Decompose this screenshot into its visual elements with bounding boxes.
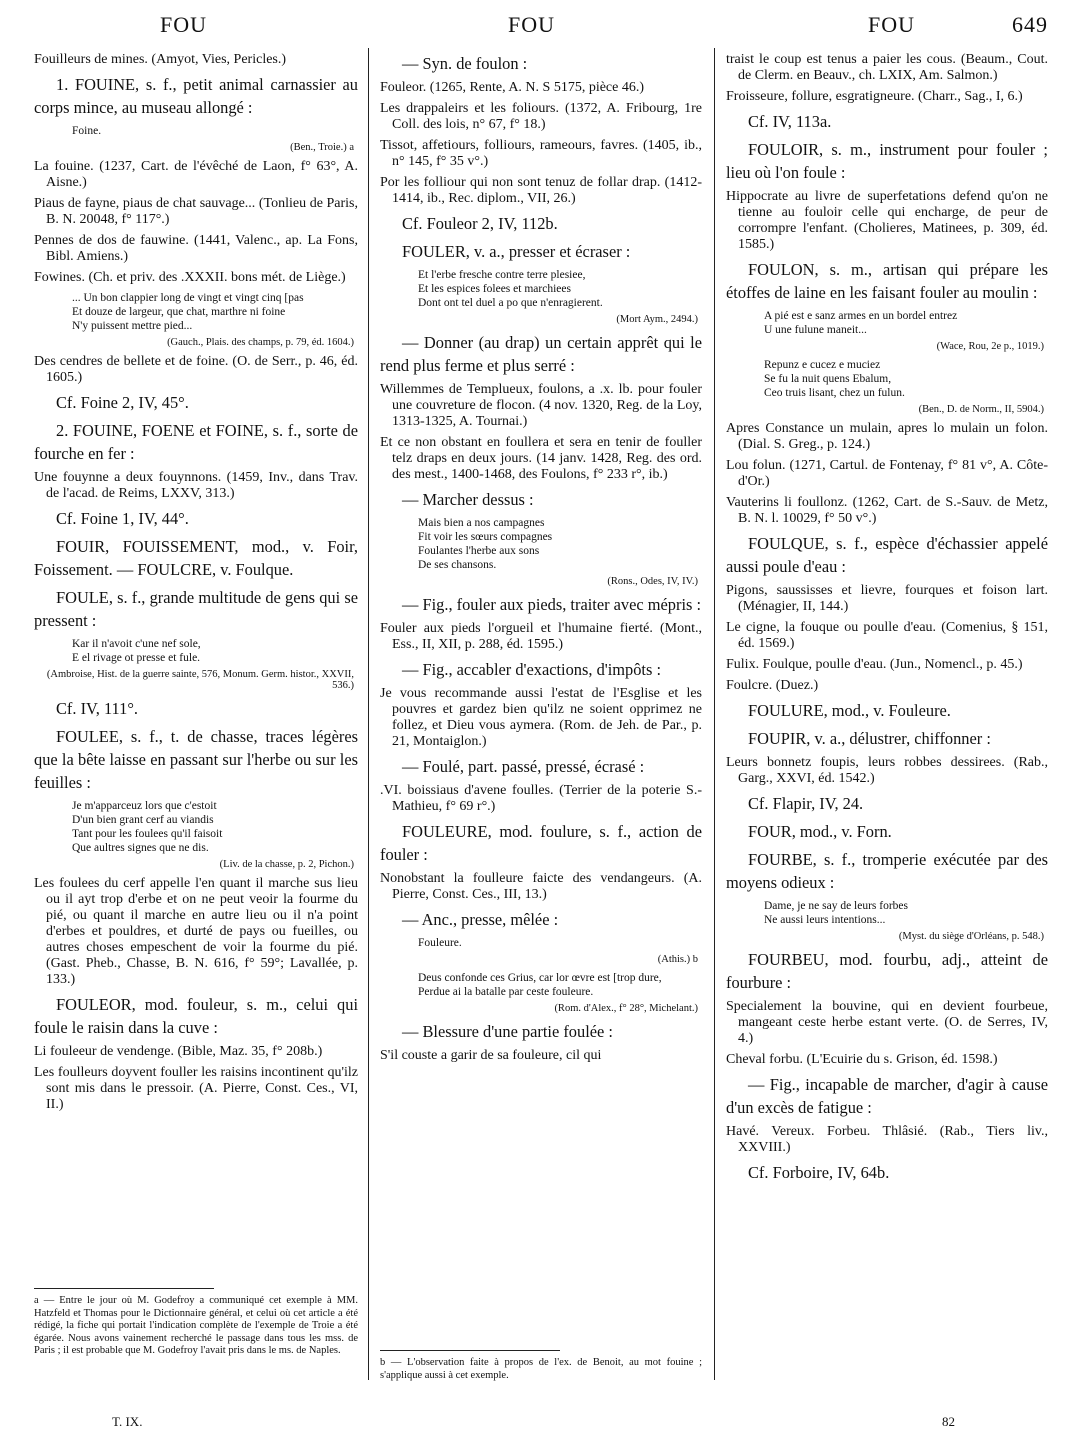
- example-text: Des cendres de bellete et de foine. (O. de Serr., p. 46, éd. 1605.): [34, 354, 358, 385]
- entry-text: Cf. Forboire, IV, 64b.: [748, 1163, 890, 1182]
- example-text: Je vous recommande aussi l'estat de l'Esglise et les pouvres et gardez bien qu'ilz ne soient opprimez ne follez, et Dieu vous aymera. (Rom. de Jeh. de Par., p. 21, Montaiglon.): [380, 686, 702, 749]
- example-text: Pigons, saussisses et lievre, fourques et foison lart. (Ménagier, II, 144.): [726, 583, 1048, 614]
- example-text: Specialement la bouvine, qui en devient fourbeue, mangeant ceste herbe estant verte. (O. de Serres, IV, 4.): [726, 999, 1048, 1046]
- example-text: Willemmes de Templueux, foulons, a .x. lb. pour fouler une couvreture de flocon. (4 nov. 1320, Reg. de la Loy, 1313-1325, A. Tournai.): [380, 382, 702, 429]
- citation: (Athis.) b: [657, 954, 698, 965]
- footnote-rule: [34, 1288, 214, 1289]
- citation: (Ben., Troie.) a: [290, 142, 354, 153]
- entry-text: — Donner (au drap) un certain apprêt qui le rend plus ferme et plus serré :: [380, 333, 702, 375]
- example-text: Vauterins li foullonz. (1262, Cart. de S.-Sauv. de Metz, B. N. l. 10029, f° 50 v°.): [726, 495, 1048, 526]
- example-text: Fowines. (Ch. et priv. des .XXXII. bons mét. de Liège.): [34, 270, 346, 285]
- example-text: Piaus de fayne, piaus de chat sauvage... (Tonlieu de Paris, B. N. 20048, f° 117°.): [34, 196, 358, 227]
- entry-text: Cf. Flapir, IV, 24.: [748, 794, 864, 813]
- footnote-text: b — L'observation faite à propos de l'ex. de Benoit, au mot fouine ; s'applique aussi à cet exemple.: [380, 1357, 702, 1381]
- verse-quote: Je m'apparceuz lors que c'estoit D'un bien grant cerf au viandis Tant pour les foulees qu'il faisoit Que aultres signes que ne dis.: [72, 800, 223, 854]
- entry-text: FOUIR, FOUISSEMENT, mod., v. Foir, Foissement. — FOULCRE, v. Foulque.: [34, 537, 358, 579]
- entry-text: FOURBE, s. f., tromperie exécutée par des moyens odieux :: [726, 850, 1048, 892]
- column-divider: [714, 48, 715, 1380]
- example-text: Nonobstant la foulleure faicte des vendangeurs. (A. Pierre, Const. Ces., III, 13.): [380, 871, 702, 902]
- verse-quote: Deus confonde ces Grius, car lor œvre est [trop dure, Perdue ai la batalle par ceste fouleure.: [418, 972, 662, 998]
- entry-text: Cf. Foine 1, IV, 44°.: [56, 509, 189, 528]
- verse-quote: A pié est e sanz armes en un bordel entrez U une fulune maneit...: [764, 310, 958, 336]
- example-text: La fouine. (1237, Cart. de l'évêché de Laon, f° 63°, A. Aisne.): [34, 159, 358, 190]
- example-text: Cheval forbu. (L'Ecuirie du s. Grison, éd. 1598.): [726, 1052, 998, 1067]
- column-divider: [368, 48, 369, 1380]
- example-text: Havé. Vereux. Forbeu. Thlâsié. (Rab., Tiers liv., XXVIII.): [726, 1124, 1048, 1155]
- footnote-text: a — Entre le jour où M. Godefroy a communiqué cet exemple à MM. Hatzfeld et Thomas pour le Dictionnaire général, et celui où cet article a été rédigé, la fiche qui portait l'indication complète de l'exemple de Troie a été égarée. Nous avons vainement recherché le passage dans tous les mss. de Paris ; il est probable que M. Godefroy l'avait pris dans le ms. de Naples.: [34, 1295, 358, 1356]
- column-1: [34, 52, 358, 1392]
- entry-text: — Blessure d'une partie foulée :: [402, 1022, 613, 1041]
- verse-quote: Repunz e cucez e muciez Se fu la nuit quens Ebalum, Ceo truis lisant, chez un fulun.: [764, 359, 905, 399]
- citation: (Ambroise, Hist. de la guerre sainte, 576, Monum. Germ. histor., XXVII, 536.): [46, 669, 354, 691]
- page-number: 649: [1012, 12, 1048, 37]
- example-text: Lou folun. (1271, Cartul. de Fontenay, f° 81 v°, A. Côte-d'Or.): [726, 458, 1048, 489]
- example-text: Fulix. Foulque, poulle d'eau. (Jun., Nomencl., p. 45.): [726, 657, 1023, 672]
- example-text: Fouleor. (1265, Rente, A. N. S 5175, pièce 46.): [380, 80, 645, 95]
- example-text: Une fouynne a deux fouynnons. (1459, Inv., dans Trav. de l'acad. de Reims, LXXV, 313.): [34, 470, 358, 501]
- example-text: Et ce non obstant en foullera et sera en tenir de fouller telz draps en deux jours. (14 janv. 1428, Reg. des ord. des mest., 1400-1468, des Foulons, f° 233 r°, ib.): [380, 435, 702, 482]
- entry-text: FOULOIR, s. m., instrument pour fouler ; lieu où l'on foule :: [726, 140, 1048, 182]
- example-text: Hippocrate au livre de superfetations defend qu'on ne tienne au fouloir celle qui encharge, de peur de corrompre l'enfant. (Cholieres, Matinees, p. 309, éd. 1585.): [726, 189, 1048, 252]
- entry-text: — Anc., presse, mêlée :: [402, 910, 559, 929]
- entry-text: FOUPIR, v. a., délustrer, chiffonner :: [748, 729, 991, 748]
- example-text: Les foulees du cerf appelle l'en quant il marche sus lieu ou il ayt trop d'erbe et on ne peut veoir la fourme du pié, ou quant il marche en autre lieu ou il n'a point d'erbes et pouldres, et durté de pays ou fueilles, ou autres choses empeschent de voir la fourme du pié. (Gast. Pheb., Chasse, B. N. 616, f° 59°; Lavallée, p. 133.): [34, 876, 358, 987]
- citation: (Gauch., Plais. des champs, p. 79, éd. 1604.): [167, 337, 354, 348]
- verse-quote: Foine.: [72, 125, 102, 137]
- example-text: Les foulleurs doyvent fouller les raisins incontinent qu'ilz sont mis dans le pressoir. (A. Pierre, Const. Ces., VI, II.): [34, 1065, 358, 1112]
- example-text: Fouilleurs de mines. (Amyot, Vies, Pericles.): [34, 52, 287, 67]
- citation: (Myst. du siège d'Orléans, p. 548.): [898, 931, 1044, 942]
- entry-text: FOULEURE, mod. foulure, s. f., action de fouler :: [380, 822, 702, 864]
- citation: (Ben., D. de Norm., II, 5904.): [918, 404, 1044, 415]
- footnote-a: [34, 1288, 358, 1358]
- entry-text: Cf. IV, 111°.: [56, 699, 138, 718]
- footer-volume: T. IX.: [112, 1414, 143, 1429]
- entry-text: — Foulé, part. passé, pressé, écrasé :: [402, 757, 645, 776]
- example-text: Froisseure, follure, esgratigneure. (Charr., Sag., I, 6.): [726, 89, 1023, 104]
- footnote-b: [380, 1350, 702, 1382]
- example-text: S'il couste a garir de sa fouleure, cil qui: [380, 1048, 602, 1063]
- verse-quote: Kar il n'avoit c'une nef sole, E el rivage ot presse et fule.: [72, 638, 201, 664]
- entry-text: — Fig., incapable de marcher, d'agir à cause d'un excès de fatigue :: [726, 1075, 1048, 1117]
- entry-text: — Fig., accabler d'exactions, d'impôts :: [402, 660, 661, 679]
- citation: (Liv. de la chasse, p. 2, Pichon.): [219, 859, 354, 870]
- example-text: Li fouleeur de vendenge. (Bible, Maz. 35, f° 208b.): [34, 1044, 323, 1059]
- verse-quote: ... Un bon clappier long de vingt et vingt cinq [pas Et douze de largeur, que chat, marthre ni foine N'y puissent mettre pied...: [72, 292, 304, 332]
- citation: (Rons., Odes, IV, IV.): [607, 576, 698, 587]
- entry-text: Cf. Foine 2, IV, 45°.: [56, 393, 189, 412]
- entry-text: — Syn. de foulon :: [402, 54, 528, 73]
- entry-text: FOULEOR, mod. fouleur, s. m., celui qui foule le raisin dans la cuve :: [34, 995, 358, 1037]
- column-2: [380, 52, 702, 1392]
- header-center: FOU: [508, 12, 556, 37]
- entry-text: Cf. Fouleor 2, IV, 112b.: [402, 214, 558, 233]
- example-text: Foulcre. (Duez.): [726, 678, 819, 693]
- entry-text: FOUR, mod., v. Forn.: [748, 822, 892, 841]
- example-text: .VI. boissiaus d'avene foulles. (Terrier de la poterie S.-Mathieu, f° 69 r°.): [380, 783, 702, 814]
- example-text: Fouler aux pieds l'orgueil et l'humaine fierté. (Mont., Ess., II, XII, p. 288, éd. 1595.): [380, 621, 702, 652]
- verse-quote: Fouleure.: [418, 937, 462, 949]
- entry-text: FOULURE, mod., v. Fouleure.: [748, 701, 951, 720]
- entry-text: FOULEE, s. f., t. de chasse, traces légères que la bête laisse en passant sur l'herbe ou sur les feuilles :: [34, 727, 358, 792]
- entry-text: — Fig., fouler aux pieds, traiter avec mépris :: [402, 595, 702, 614]
- example-text: Le cigne, la fouque ou poulle d'eau. (Comenius, § 151, éd. 1569.): [726, 620, 1048, 651]
- header-left: FOU: [160, 12, 208, 37]
- example-text: Les drappaleirs et les foliours. (1372, A. Fribourg, 1re Coll. des lois, n° 67, f° 18.): [380, 101, 702, 132]
- entry-text: — Marcher dessus :: [402, 490, 534, 509]
- citation: (Wace, Rou, 2e p., 1019.): [936, 341, 1044, 352]
- entry-text: FOURBEU, mod. fourbu, adj., atteint de fourbure :: [726, 950, 1048, 992]
- citation: (Rom. d'Alex., f° 28°, Michelant.): [554, 1003, 698, 1014]
- citation: (Mort Aym., 2494.): [616, 314, 698, 325]
- example-text: Apres Constance un mulain, apres lo mulain un folon. (Dial. S. Greg., p. 124.): [726, 421, 1048, 452]
- example-text: Por les folliour qui non sont tenuz de follar drap. (1412-1414, ib., Rec. diplom., VII, 26.): [380, 175, 702, 206]
- entry-text: FOULON, s. m., artisan qui prépare les étoffes de laine en les faisant fouler au moulin :: [726, 260, 1048, 302]
- entry-text: Cf. IV, 113a.: [748, 112, 832, 131]
- entry-text: FOULQUE, s. f., espèce d'échassier appelé aussi poule d'eau :: [726, 534, 1048, 576]
- column-3: [726, 52, 1048, 1392]
- entry-text: 2. FOUINE, FOENE et FOINE, s. f., sorte de fourche en fer :: [34, 421, 358, 463]
- example-text: Leurs bonnetz foupis, leurs robbes dessirees. (Rab., Garg., XXVI, éd. 1542.): [726, 755, 1048, 786]
- verse-quote: Et l'erbe fresche contre terre plesiee, Et les espices folees et marchiees Dont ont tel duel a po que n'enragierent.: [418, 269, 603, 309]
- header-right: FOU: [868, 12, 916, 37]
- example-text: Pennes de dos de fauwine. (1441, Valenc., ap. La Fons, Bibl. Amiens.): [34, 233, 358, 264]
- verse-quote: Mais bien a nos campagnes Fit voir les sœurs compagnes Foulantes l'herbe aux sons De ses chansons.: [418, 517, 553, 571]
- entry-text: FOULE, s. f., grande multitude de gens qui se pressent :: [34, 588, 358, 630]
- example-text: traist le coup est tenus a paier les cous. (Beaum., Cout. de Clerm. en Beauv., ch. LXIX, Am. Salmon.): [726, 52, 1048, 83]
- footer-signature: 82: [942, 1414, 955, 1429]
- footnote-rule: [380, 1350, 560, 1351]
- example-text: Tissot, affetiours, folliours, rameours, favres. (1405, ib., n° 145, f° 35 v°.): [380, 138, 702, 169]
- verse-quote: Dame, je ne say de leurs forbes Ne aussi leurs intentions...: [764, 900, 909, 926]
- entry-text: 1. FOUINE, s. f., petit animal carnassier au corps mince, au museau allongé :: [34, 75, 358, 117]
- entry-text: FOULER, v. a., presser et écraser :: [402, 242, 631, 261]
